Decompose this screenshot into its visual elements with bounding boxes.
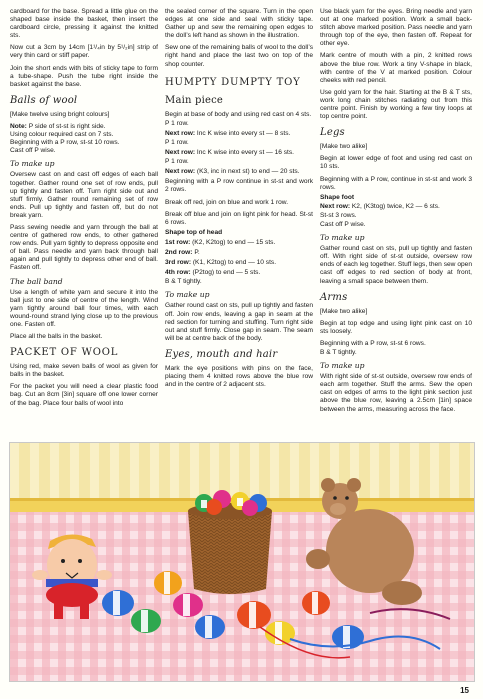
row-label: 4th row: [165,269,191,277]
paragraph: B & T tightly. [165,278,202,286]
heading-to-make-up: To make up [165,290,210,300]
paragraph: P 1 row. [165,119,189,127]
paragraph: With right side of st-st outside, oversew row ends of each arm together. Stuff the arms. Sew the open cast on edges of arms to the light pink section just above the blue row, leaving a 2.5cm [1in] space between the arms, measuring across the face. [320,373,472,413]
column-2 [165,8,313,393]
row-instruction [165,259,313,267]
heading-arms: Arms [320,291,348,303]
heading-legs: Legs [320,127,345,139]
heading-to-make-up: To make up [320,233,365,243]
row-label: Next row: [165,149,196,157]
paragraph: Use a length of white yarn and secure it into the ball just to one side of centre of the length. Wind yarn tightly around ball four times, with each wound-round strand lying close up to the previous one. Fasten off. [10,288,158,328]
paragraph: Using colour required cast on 7 sts. [10,131,114,139]
row-label: 3rd row: [165,259,192,267]
paragraph: Begin at base of body and using red cast on 4 sts. [165,110,312,118]
note-label: Note: [10,122,27,130]
heading-humpty-dumpty-toy: HUMPTY DUMPTY TOY [165,76,301,88]
paragraph: Beginning with a P row, st-st 6 rows. [320,339,426,347]
paragraph: [Make twelve using bright colours] [10,110,110,118]
heading-packet-of-wool: PACKET OF WOOL [10,347,119,359]
paragraph: Cast off P wise. [320,220,366,228]
row-label: Next row: [165,129,196,137]
paragraph: Sew one of the remaining balls of wool to the doll’s right hand and place the last two on top of the shop counter. [165,44,313,68]
heading-balls-of-wool: Balls of wool [10,94,78,106]
heading-main-piece: Main piece [165,94,224,106]
paragraph: Mark the eye positions with pins on the face, placing them 4 knitted rows above the blue row and in the centre of 2 adjacent sts. [165,364,313,389]
paragraph: Gather round cast on sts, pull up tightly and fasten off. With right side of st-st outside, oversew row ends of each leg together. Stuff legs, then sew open cast off edges to red section of body at front, leaving a small space between them. [320,245,472,285]
row-text: (P2tog) to end — 5 sts. [190,269,261,277]
heading-to-make-up: To make up [10,159,55,169]
column-1 [10,8,158,412]
paragraph: Beginning with a P row, st-st 10 rows. [10,139,120,147]
paragraph: P 1 row. [165,158,189,166]
row-text: P. [192,248,200,256]
paragraph: Join the short ends with bits of sticky tape to form a tube-shape. Push the tube right inside the basket against the base. [10,64,158,88]
row-label: Next row: [165,168,196,176]
row-text: (K1, K2tog) to end — 10 sts. [191,259,277,267]
row-instruction [165,130,313,138]
paragraph: Gather round cast on sts, pull up tightly and fasten off. Join row ends, leaving a gap in seam at the red section for turning and stuffing. Turn right side out and stuff firmly. Close gap in seam. The seam will be at centre back of the body. [165,302,313,342]
row-text: (K2, K2tog) to end — 15 sts. [190,238,276,246]
paragraph: Now cut a 3cm by 14cm [1¹/₄in by 5¹/₂in] strip of very thin card or stiff paper. [10,44,158,60]
row-label: 1st row: [165,238,191,246]
row-instruction [165,269,313,277]
knitted-toys-photo [9,442,475,682]
paragraph: Begin at top edge and using light pink cast on 10 sts loosely. [320,319,472,335]
heading-to-make-up: To make up [320,361,365,371]
paragraph: For the packet you will need a clear plastic food bag. Cut an 8cm [3in] square off one lower corner of the bag. Place four balls of wool into [10,383,158,407]
row-label: 2nd row: [165,248,193,256]
note-text: P side of st-st is right side. [26,122,106,130]
paragraph: cardboard for the base. Spread a little glue on the shaped base inside the basket, then insert the cardboard circle, pressing it against the knitted sts. [10,8,158,40]
paragraph: Oversew cast on and cast off edges of each ball together. Gather round one set of row ends, pull up tightly and fasten off. Turn right side out and stuff firmly. Gather round remaining set of row ends. Pull up tightly and fasten off, but do not break yarn. [10,171,158,219]
row-text: K2, (K3tog) twice, K2 — 6 sts. [350,202,440,210]
paragraph: [Make two alike] [320,143,368,151]
paragraph: St-st 3 rows. [320,211,357,219]
row-instruction [165,149,313,157]
paragraph: Using red, make seven balls of wool as given for balls in the basket. [10,363,158,379]
paragraph: Cast off P wise. [10,147,56,155]
page-number: 15 [460,686,469,695]
row-instruction [320,203,472,211]
row-text: Inc K wise into every st — 16 sts. [195,149,294,157]
subheading-shape-foot: Shape foot [320,193,355,201]
paragraph: Use gold yarn for the hair. Starting at the B & T sts, work long chain stitches radiating out from this centre point. Finish by working a few tiny loops at top centre point. [320,88,472,121]
paragraph: Break off red, join on blue and work 1 row. [165,198,289,206]
row-instruction [165,249,313,257]
paragraph: Use black yarn for the eyes. Bring needle and yarn out at one marked position. Work a small back-stitch above marked position. Pass needle and yarn through top of the eye, then fasten off. Repeat for other eye. [320,8,472,48]
row-instruction [165,168,313,176]
paragraph: Mark centre of mouth with a pin, 2 knitted rows above the blue row. Work a tiny V-shape in black, with centre of the V at marked position. Colour cheeks with red pencil. [320,52,472,84]
paragraph: the sealed corner of the square. Turn in the open edges at one side and seal with sticky tape. Gather up and sew the remaining open edges to the doll’s left hand as shown in the illustration. [165,8,313,40]
row-text: (K3, inc in next st) to end — 20 sts. [195,168,300,176]
paragraph: Break off blue and join on light pink for head. St-st 6 rows. [165,210,313,226]
paragraph: [Make two alike] [320,307,368,315]
paragraph: Beginning with a P row continue in st-st and work 2 rows. [165,178,313,194]
knitted-basket [188,490,272,594]
paragraph: Place all the balls in the basket. [10,333,103,341]
paragraph: Beginning with a P row, continue in st-st and work 3 rows. [320,175,472,191]
photo-illustration [10,443,474,681]
paragraph: P 1 row. [165,138,189,146]
note [10,123,158,131]
paragraph: B & T tightly. [320,349,357,356]
subheading-shape-top-of-head: Shape top of head [165,228,223,236]
heading-eyes-mouth-hair: Eyes, mouth and hair [165,348,278,360]
row-text: Inc K wise into every st — 8 sts. [195,129,291,137]
paragraph: Begin at lower edge of foot and using red cast on 10 sts. [320,155,472,171]
row-label: Next row: [320,202,351,210]
paragraph: Pass sewing needle and yarn through the ball at centre of gathered row ends, to other gathered row ends. Pull yarn tightly to depress opposite end of ball. Pass needle and yarn back through ball again and pull tightly to depress other end of ball. Fasten off. [10,223,158,272]
row-instruction [165,239,313,247]
heading-the-ball-band: The ball band [10,276,63,286]
column-3 [320,8,472,418]
